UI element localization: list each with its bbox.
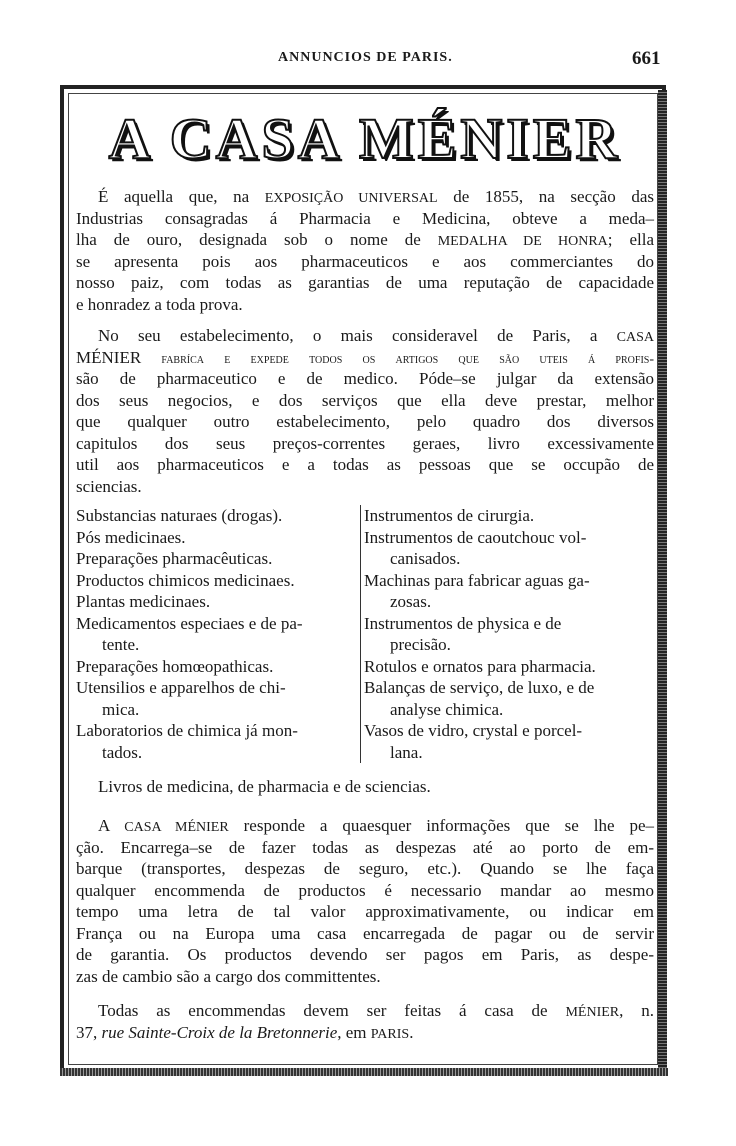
text-line: MÉNIER fabríca e expede todos os artigos que são uteis á profis-	[76, 347, 654, 367]
list-item: Balanças de serviço, de luxo, e de	[364, 678, 595, 697]
text-line: Industrias consagradas á Pharmacia e Medicina, obteve a meda–	[76, 208, 654, 228]
list-item: Medicamentos especiaes e de pa-	[76, 613, 303, 633]
advert-title: A CASA MÉNIER	[108, 106, 622, 171]
paragraph-2	[76, 325, 654, 497]
books-line: Livros de medicina, de pharmacia e de sciencias.	[98, 777, 431, 796]
list-item-continuation: analyse chimica.	[390, 699, 504, 719]
list-item: Instrumentos de physica e de	[364, 613, 562, 633]
text-line: zas de cambio são a cargo dos committentes.	[76, 966, 381, 986]
list-item: Pós medicinaes.	[76, 527, 186, 547]
text-line: que qualquer outro estabelecimento, pelo quadro dos diversos	[76, 412, 654, 431]
text-line: nosso paiz, com todas as garantias de uma reputação de capacidade	[76, 273, 654, 292]
list-item: Preparações pharmacêuticas.	[76, 549, 273, 568]
list-item-continuation: precisão.	[390, 635, 451, 654]
text-line: França ou na Europa uma casa encarregada de pagar ou de servir	[76, 923, 654, 943]
list-item: Plantas medicinaes.	[76, 592, 211, 611]
text-line: barque (transportes, despezas de seguro, etc.). Quando se lhe faça	[76, 859, 654, 878]
text-line: dos seus negocios, e dos serviços que ella deve prestar, melhor	[76, 390, 654, 410]
list-item: Productos chimicos medicinaes.	[76, 570, 295, 590]
frame-bottom-border	[60, 1068, 668, 1076]
list-item-continuation: tados.	[102, 742, 143, 762]
list-item-continuation: tente.	[102, 635, 140, 654]
text-line: util aos pharmaceuticos e a todas as pessoas que se occupão de	[76, 455, 654, 474]
list-item-continuation: lana.	[390, 742, 423, 762]
text-line: capitulos dos seus preços-correntes geraes, livro excessivamente	[76, 433, 654, 453]
list-item-continuation: zosas.	[390, 592, 432, 611]
text-line: A CASA MÉNIER responde a quaesquer informações que se lhe pe–	[98, 816, 655, 835]
list-item: Substancias naturaes (drogas).	[76, 506, 283, 525]
text-line: ção. Encarrega–se de fazer todas as despezas até ao porto de em-	[76, 837, 654, 857]
text-line: No seu estabelecimento, o mais consideravel de Paris, a CASA	[98, 326, 654, 345]
text-line: são de pharmaceutico e de medico. Póde–se julgar da extensão	[76, 369, 654, 388]
list-item: Rotulos e ornatos para pharmacia.	[364, 656, 596, 676]
paragraph-3	[76, 815, 654, 987]
list-item: Utensilios e apparelhos de chi-	[76, 678, 286, 697]
text-line: e honradez a toda prova.	[76, 294, 243, 314]
text-line: tempo uma letra de tal valor approximativamente, ou indicar em	[76, 902, 654, 921]
page-number: 661	[632, 48, 661, 69]
running-title: ANNUNCIOS DE PARIS.	[278, 50, 453, 65]
list-item: Machinas para fabricar aguas ga-	[364, 570, 590, 590]
product-list-left	[76, 505, 356, 763]
list-item: Instrumentos de cirurgia.	[364, 506, 535, 525]
list-item-continuation: canisados.	[390, 549, 461, 568]
address-street: rue Sainte-Croix de la Bretonnerie	[101, 1022, 338, 1042]
text-line: se apresenta pois aos pharmaceuticos e aos commerciantes do	[76, 251, 654, 271]
running-header	[0, 50, 736, 72]
paragraph-4: Todas as encommendas devem ser feitas á casa de MÉNIER, n. 37, rue Sainte-Croix de la Bretonnerie, em PARIS.	[76, 1001, 655, 1042]
text-line: de garantia. Os productos devendo ser pagos em Paris, as despe-	[76, 945, 654, 964]
list-item: Laboratorios de chimica já mon-	[76, 721, 298, 740]
list-item: Vasos de vidro, crystal e porcel-	[364, 721, 583, 740]
text-line: É aquella que, na EXPOSIÇÃO UNIVERSAL de 1855, na secção das	[98, 187, 654, 206]
list-item: Instrumentos de caoutchouc vol-	[364, 527, 587, 547]
text-line: lha de ouro, designada sob o nome de MEDALHA DE HONRA; ella	[76, 230, 654, 249]
list-item: Preparações homœopathicas.	[76, 656, 274, 676]
paragraph-1	[76, 186, 654, 315]
product-list-right	[360, 505, 658, 763]
text-line: qualquer encommenda de productos é necessario mandar ao mesmo	[76, 880, 654, 900]
list-item-continuation: mica.	[102, 699, 140, 719]
text-line: sciencias.	[76, 476, 142, 496]
frame-shadow	[658, 90, 667, 1075]
